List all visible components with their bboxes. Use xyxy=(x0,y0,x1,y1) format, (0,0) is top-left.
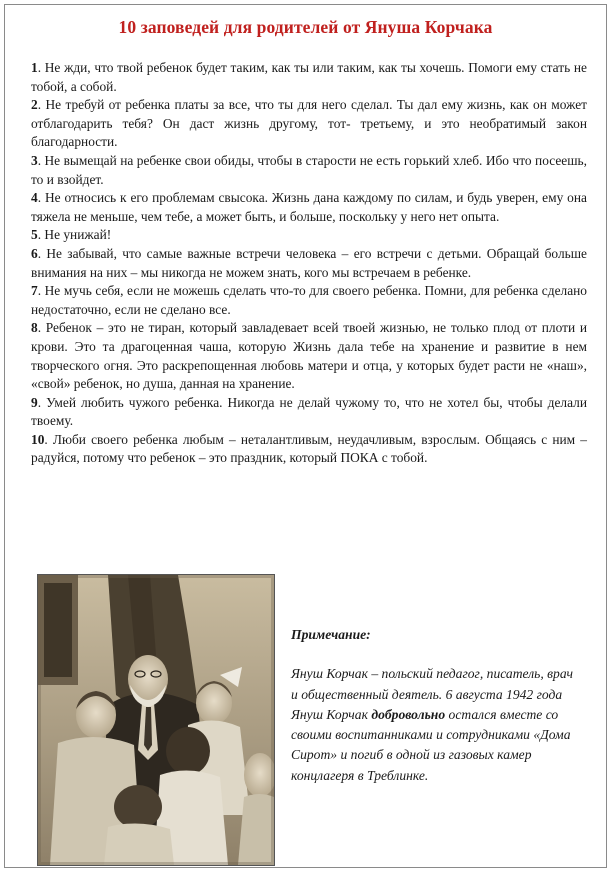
commandment-number: 5 xyxy=(31,227,38,243)
commandment-item xyxy=(31,394,587,431)
commandment-number: 6 xyxy=(31,245,38,261)
commandment-number: 10 xyxy=(31,431,45,447)
commandment-item xyxy=(31,226,587,245)
commandment-text: . Люби своего ребенка любым – неталантливым, неудачливым, взрослым. Общаясь с ним – радуйся, потому что ребенок – это праздник, который ПОКА с тобой. xyxy=(31,431,587,466)
commandment-number: 9 xyxy=(31,394,38,410)
commandment-item xyxy=(31,245,587,282)
note-heading: Примечание: xyxy=(291,627,371,642)
commandment-text: . Не требуй от ребенка платы за все, что ты для него сделал. Ты дал ему жизнь, как он может отблагодарить тебя? Он даст жизнь другому, тот- третьему, и это необратимый закон благодарности. xyxy=(31,97,587,150)
page-frame xyxy=(4,4,607,868)
commandment-number: 1 xyxy=(31,60,38,75)
note-text xyxy=(291,664,581,786)
biographical-note xyxy=(291,625,581,786)
commandment-text: . Не мучь себя, если не можешь сделать что-то для своего ребенка. Помни, для ребенка сделано недостаточно, если не сделано все. xyxy=(31,283,587,317)
commandment-text: . Ребенок – это не тиран, который завладевает всей твоей жизнью, не только плод от плоти и крови. Это та драгоценная чаша, которую Жизнь дала тебе на хранение и развитие в нем творческого огня. Это раскрепощенная любовь матери и отца, у которых будет расти не «наш», «свой» ребенок, но душа, данная на хранение. xyxy=(31,320,587,392)
commandment-item xyxy=(31,59,587,96)
commandment-text: . Не жди, что твой ребенок будет таким, как ты или таким, как ты хочешь. Помоги ему стать не тобой, а собой. xyxy=(31,60,587,94)
commandment-item xyxy=(31,189,587,226)
commandment-item xyxy=(31,431,587,468)
note-text-part: Януш Корчак – польский педагог, писатель, врач и общественный деятель. 6 августа 1942 года Януш Корчак xyxy=(291,666,573,722)
commandment-item xyxy=(31,282,587,319)
commandment-text: . Не вымещай на ребенке свои обиды, чтобы в старости не есть горький хлеб. Ибо что посеешь, то и взойдет. xyxy=(31,152,587,187)
commandments-list xyxy=(31,59,587,468)
korczak-photo xyxy=(37,574,275,866)
note-text-part: остался вместе со своими воспитанниками и сотрудниками «Дома Сирот» и погиб в одной из газовых камер концлагеря в Треблинке. xyxy=(291,706,571,783)
commandment-number: 8 xyxy=(31,320,38,336)
commandment-item xyxy=(31,319,587,393)
commandment-text: . Умей любить чужого ребенка. Никогда не делай чужому то, что не хотел бы, чтобы делали твоему. xyxy=(31,394,587,429)
commandment-text: . Не забывай, что самые важные встречи человека – его встречи с детьми. Обращай больше внимания на них – мы никогда не можем знать, кого мы встречаем в ребенке. xyxy=(31,245,587,280)
commandment-number: 2 xyxy=(31,97,38,113)
commandment-number: 4 xyxy=(31,190,38,206)
commandment-number: 7 xyxy=(31,283,38,299)
commandment-text: . Не унижай! xyxy=(37,227,112,243)
commandment-item xyxy=(31,96,587,152)
note-emphasis: добровольно xyxy=(371,706,446,722)
commandment-text: . Не относись к его проблемам свысока. Жизнь дана каждому по силам, и будь уверен, ему она тяжела не меньше, чем тебе, а может быть, и больше, поскольку у него нет опыта. xyxy=(31,190,587,224)
page-title: 10 заповедей для родителей от Януша Корчака xyxy=(118,17,493,37)
commandment-number: 3 xyxy=(31,152,38,168)
commandment-item xyxy=(31,152,587,189)
